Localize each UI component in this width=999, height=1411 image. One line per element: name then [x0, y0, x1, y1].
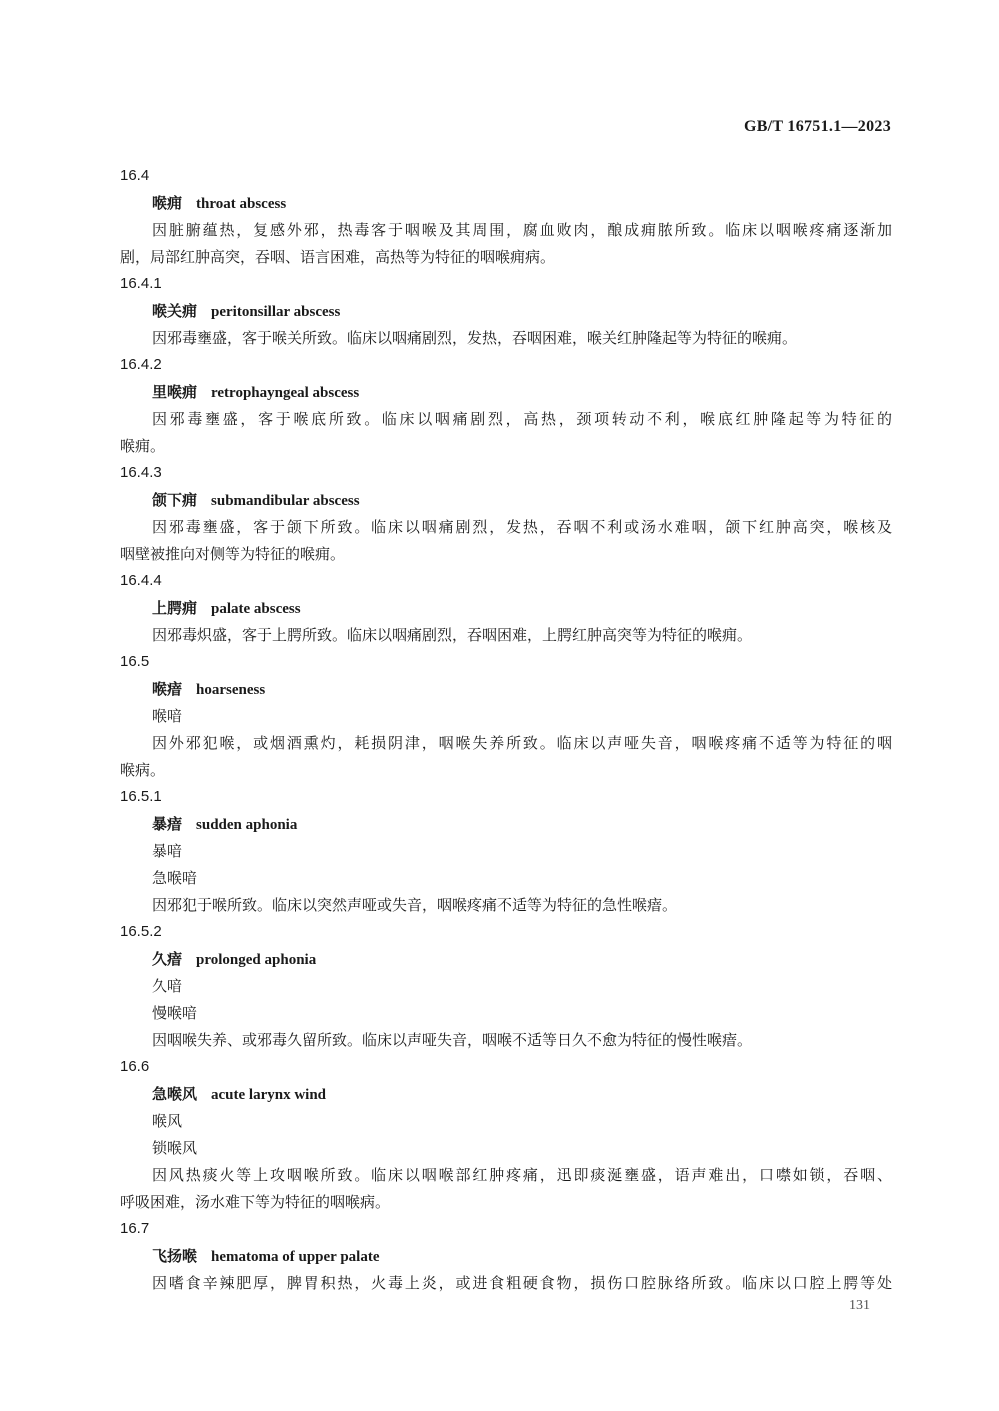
- entry-term: [152, 679, 265, 699]
- definition-line: 因风热痰火等上攻咽喉所致。临床以咽喉部红肿疼痛，迅即痰涎壅盛，语声难出，口噤如锁，吞咽、: [152, 1166, 892, 1184]
- definition-line: 剧，局部红肿高突，吞咽、语言困难，高热等为特征的咽喉痈病。: [120, 248, 556, 266]
- synonym: 喉风: [152, 1112, 183, 1130]
- definition-line: 因外邪犯喉，或烟酒熏灼，耗损阴津，咽喉失养所致。临床以声哑失音，咽喉疼痛不适等为特征的咽: [152, 734, 892, 752]
- term-english: throat abscess: [196, 196, 287, 212]
- entry-term: [152, 1246, 379, 1266]
- term-english: acute larynx wind: [211, 1087, 327, 1103]
- definition-line: 因邪毒壅盛，客于喉关所致。临床以咽痛剧烈，发热，吞咽困难，喉关红肿隆起等为特征的喉痈。: [152, 329, 798, 347]
- standard-code-header: GB/T 16751.1—2023: [743, 118, 891, 135]
- term-chinese: 久瘖: [152, 950, 183, 968]
- entry-number: 16.4.2: [120, 356, 162, 373]
- term-english: retrophayngeal abscess: [211, 385, 360, 401]
- entry-term: [152, 490, 360, 510]
- term-chinese: 喉痈: [152, 194, 183, 212]
- synonym: 急喉喑: [152, 869, 198, 887]
- term-chinese: 暴瘖: [152, 815, 183, 833]
- entry-number: 16.7: [120, 1220, 150, 1237]
- term-english: peritonsillar abscess: [211, 304, 341, 320]
- term-english: hematoma of upper palate: [211, 1249, 380, 1265]
- synonym: 喉喑: [152, 707, 183, 725]
- definition-line: 因邪毒壅盛，客于喉底所致。临床以咽痛剧烈，高热，颈项转动不利，喉底红肿隆起等为特征的: [152, 410, 892, 428]
- entry-term: [152, 301, 340, 321]
- definition-line: 喉病。: [120, 761, 166, 779]
- definition-line: 咽壁被推向对侧等为特征的喉痈。: [120, 545, 346, 563]
- term-chinese: 急喉风: [152, 1085, 198, 1103]
- synonym: 锁喉风: [152, 1139, 198, 1157]
- entry-number: 16.6: [120, 1058, 150, 1075]
- term-english: submandibular abscess: [211, 493, 360, 509]
- term-english: palate abscess: [211, 601, 301, 617]
- term-chinese: 喉瘖: [152, 680, 183, 698]
- term-chinese: 喉关痈: [152, 302, 198, 320]
- definition-line: 呼吸困难，汤水难下等为特征的咽喉病。: [120, 1193, 391, 1211]
- entry-number: 16.5.2: [120, 923, 162, 940]
- entry-number: 16.4.4: [120, 572, 162, 589]
- synonym: 久喑: [152, 977, 183, 995]
- entry-term: [152, 382, 359, 402]
- definition-line: 因邪犯于喉所致。临床以突然声哑或失音，咽喉疼痛不适等为特征的急性喉瘖。: [152, 896, 678, 914]
- entry-term: [152, 598, 301, 618]
- synonym: 慢喉喑: [152, 1004, 198, 1022]
- entry-term: [152, 1084, 326, 1104]
- definition-line: 因咽喉失养、或邪毒久留所致。临床以声哑失音，咽喉不适等日久不愈为特征的慢性喉瘖。: [152, 1031, 753, 1049]
- entry-term: [152, 814, 297, 834]
- term-chinese: 上腭痈: [152, 599, 198, 617]
- term-chinese: 里喉痈: [152, 383, 198, 401]
- term-chinese: 飞扬喉: [152, 1247, 198, 1265]
- synonym: 暴喑: [152, 842, 183, 860]
- page-number: 131: [849, 1298, 870, 1313]
- entry-number: 16.5: [120, 653, 150, 670]
- definition-line: 因邪毒炽盛，客于上腭所致。临床以咽痛剧烈，吞咽困难，上腭红肿高突等为特征的喉痈。: [152, 626, 753, 644]
- entry-number: 16.4.1: [120, 275, 162, 292]
- term-english: prolonged aphonia: [196, 952, 317, 968]
- entry-number: 16.4: [120, 167, 150, 184]
- entry-number: 16.5.1: [120, 788, 162, 805]
- entry-number: 16.4.3: [120, 464, 162, 481]
- entry-term: [152, 193, 286, 213]
- term-english: sudden aphonia: [196, 817, 298, 833]
- term-english: hoarseness: [196, 682, 266, 698]
- term-chinese: 颌下痈: [152, 491, 198, 509]
- definition-line: 因邪毒壅盛，客于颌下所致。临床以咽痛剧烈，发热，吞咽不利或汤水难咽，颌下红肿高突，喉核及: [152, 518, 892, 536]
- definition-line: 因脏腑蕴热，复感外邪，热毒客于咽喉及其周围，腐血败肉，酿成痈脓所致。临床以咽喉疼痛逐渐加: [152, 221, 892, 239]
- definition-line: 因嗜食辛辣肥厚，脾胃积热，火毒上炎，或进食粗硬食物，损伤口腔脉络所致。临床以口腔上腭等处: [152, 1274, 892, 1292]
- entry-term: [152, 949, 316, 969]
- definition-line: 喉痈。: [120, 437, 166, 455]
